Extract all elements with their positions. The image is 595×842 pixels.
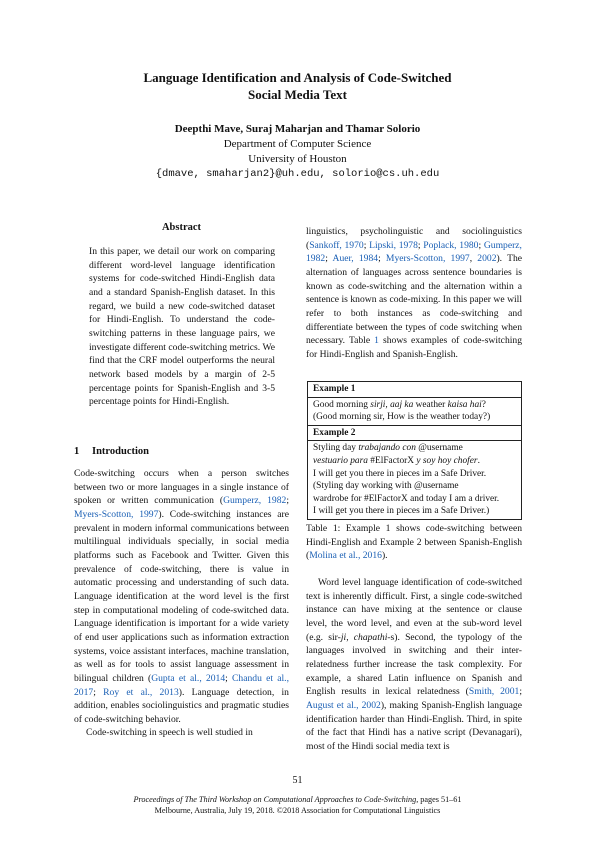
text-run: ; [225,672,233,684]
text-run: , [346,631,354,643]
text-run: linguistics, psycholinguistic and sociolinguistics ( [306,226,522,251]
text-run: #ElFactorX [367,455,417,466]
text-run: ). Code-switching instances are prevalent in modern informal communications between multilingual individuals specially, in social media platforms such as Facebook and Twitter. Given this prevalence of code-switching, there is value in automatic processing and understanding of such data. Language identification at the word level is the first step in computational modeling of code-switched data. Language identification is important for a wide variety of end user applications such as information extraction systems, voice assistant interfaces, machine translation, as well as for tools to assist language assessment in bilingual children ( [74,508,289,684]
citation-link[interactable]: Smith, 2001 [468,686,520,698]
examples-table [307,381,522,520]
paper-title [0,69,595,103]
table-caption [306,522,522,563]
text-run: ? [481,399,486,410]
text-run: ; [417,239,424,251]
page-number: 51 [292,775,303,786]
citation-link[interactable]: Sankoff, 1970 [309,239,364,251]
text-run: sirji, aaj ka [370,399,414,410]
table-reference-link[interactable]: 1 [374,335,379,347]
proceedings-title: Proceedings of The Third Workshop on Computational Approaches to Code-Switching [133,795,417,804]
example-line [313,455,516,468]
citation-link[interactable]: Gumperz, 1982 [223,495,287,507]
section-title: Introduction [92,446,149,457]
text-run: chapathi [353,631,388,643]
citation-link[interactable]: Molina et al., 2016 [309,550,382,562]
text-run: ). The alternation of languages across sentence boundaries is known as code-switching and the alternation within a sentence is known as code-mixing. In this paper we will refer to both instances as code-switching and differentiate between the types of code switching when necessary. Table [306,253,522,347]
example-line: I will get you there in pieces im a Safe Driver. [313,468,487,479]
intro-paragraph-2: Code-switching in speech is well studied in [86,727,253,739]
text-run: Good morning [313,399,371,410]
example-line [313,399,516,412]
abstract-heading: Abstract [161,222,202,233]
title-line-1: Language Identification and Analysis of Code-Switched [143,70,452,85]
section-heading-introduction [74,446,149,457]
table-cell-example-1 [308,397,522,425]
footer-line-2: Melbourne, Australia, July 19, 2018. ©2018 Association for Computational Linguistics [154,806,441,815]
text-run: Styling day [313,443,359,454]
example-line: (Styling day working with @username [313,481,459,492]
text-run: Table 1: Example 1 shows code-switching between Hindi-English and Example 2 between Spanish-English ( [306,523,522,562]
table-header-example-2: Example 2 [308,425,522,441]
author-names: Deepthi Mave, Suraj Maharjan and Thamar Solorio [174,123,421,135]
text-run: ; [93,686,104,698]
citation-link[interactable]: Auer, 1984 [332,253,379,265]
author-block [0,122,595,182]
citation-link[interactable]: Gupta et al., 2014 [151,672,226,684]
footer-line-1 [0,794,595,805]
text-run: trabajando con [358,443,416,454]
affiliation-university: University of Houston [248,153,347,165]
text-run: ; [363,239,370,251]
table-cell-example-2 [308,441,522,520]
text-run: ji [340,631,347,643]
text-run: ). [381,550,388,562]
title-line-2: Social Media Text [248,87,347,102]
text-run: ). Language detection, in addition, enables sociolinguistics and pragmatic studies of code-switching behavior. [74,686,289,725]
abstract-body: In this paper, we detail our work on comparing different word-level language identification systems for code-switched Hindi-English data and a standard Spanish-English dataset. In this regard, we build a new code-switched dataset for Hindi-English. To understand the code-switching patterns in these language pairs, we investigate different code-switching metrics. We find that the CRF model outperforms the neural network based models by a margin of 2-5 percentage points for Spanish-English and 3-5 percentage points for Hindi-English. [89,246,275,408]
citation-link[interactable]: Myers-Scotton, 1997 [385,253,470,265]
citation-link[interactable]: Lipski, 1978 [369,239,418,251]
text-run: . [477,455,480,466]
text-run: Word level language identification of code-switched text is inherently difficult. First, a single code-switched instance can have mixing at the sentence or clause level, the word level, and even at the sub-word level (e.g. sir- [306,577,522,643]
proceedings-footer [0,794,595,816]
table-header-example-1: Example 1 [308,382,522,398]
intro-paragraph [74,467,289,740]
citation-link[interactable]: Roy et al., 2013 [103,686,179,698]
text-run: ; [325,253,333,265]
text-run: weather [413,399,448,410]
text-run: , [469,253,478,265]
right-column-paragraph-2 [306,576,522,754]
example-line [313,442,516,455]
text-run: y soy hoy chofer [416,455,478,466]
citation-link[interactable]: Myers-Scotton, 1997 [74,508,159,520]
example-line: wardrobe for #ElFactorX and today I am a driver. [313,493,500,504]
affiliation-department: Department of Computer Science [223,138,372,150]
citation-link[interactable]: Gumperz, 1982 [306,239,522,265]
text-run: ; [519,686,522,698]
citation-link[interactable]: August et al., 2002 [306,699,381,711]
text-run: Code-switching occurs when a person switches between two or more languages in a single instance of spoken or written communication ( [74,468,289,507]
text-run: ; [478,239,484,251]
right-column-paragraph-1 [306,225,522,362]
example-line: I will get you there in pieces im a Safe Driver.) [313,506,490,517]
text-run: -s). Second, the typology of the languages involved in switching and their inter-relatedness further increase the task complexity. For example, a shared Latin influence on Spanish and English results in lexical relatedness ( [306,631,523,698]
citation-link[interactable]: Poplack, 1980 [423,239,479,251]
text-run: shows examples of code-switching for Hindi-English and Spanish-English. [306,335,522,360]
text-run: ; [286,495,289,507]
author-emails: {dmave, smaharjan2}@uh.edu, solorio@cs.uh.edu [155,168,440,180]
section-number: 1 [74,446,80,457]
text-run: @username [415,443,463,454]
text-run: kaisa hai [447,399,482,410]
citation-link[interactable]: Chandu et al., 2017 [74,672,289,698]
example-line: (Good morning sir, How is the weather today?) [313,412,491,423]
text-run: ; [378,253,386,265]
text-run: vestuario para [313,455,368,466]
citation-link[interactable]: 2002 [477,253,497,265]
proceedings-pages: , pages 51–61 [416,795,462,804]
text-run: ), making Spanish-English language identification harder than Hindi-English. Third, in spite of the fact that Hindi has a native script (Devanagari), most of the Hindi social media text is [306,699,522,752]
